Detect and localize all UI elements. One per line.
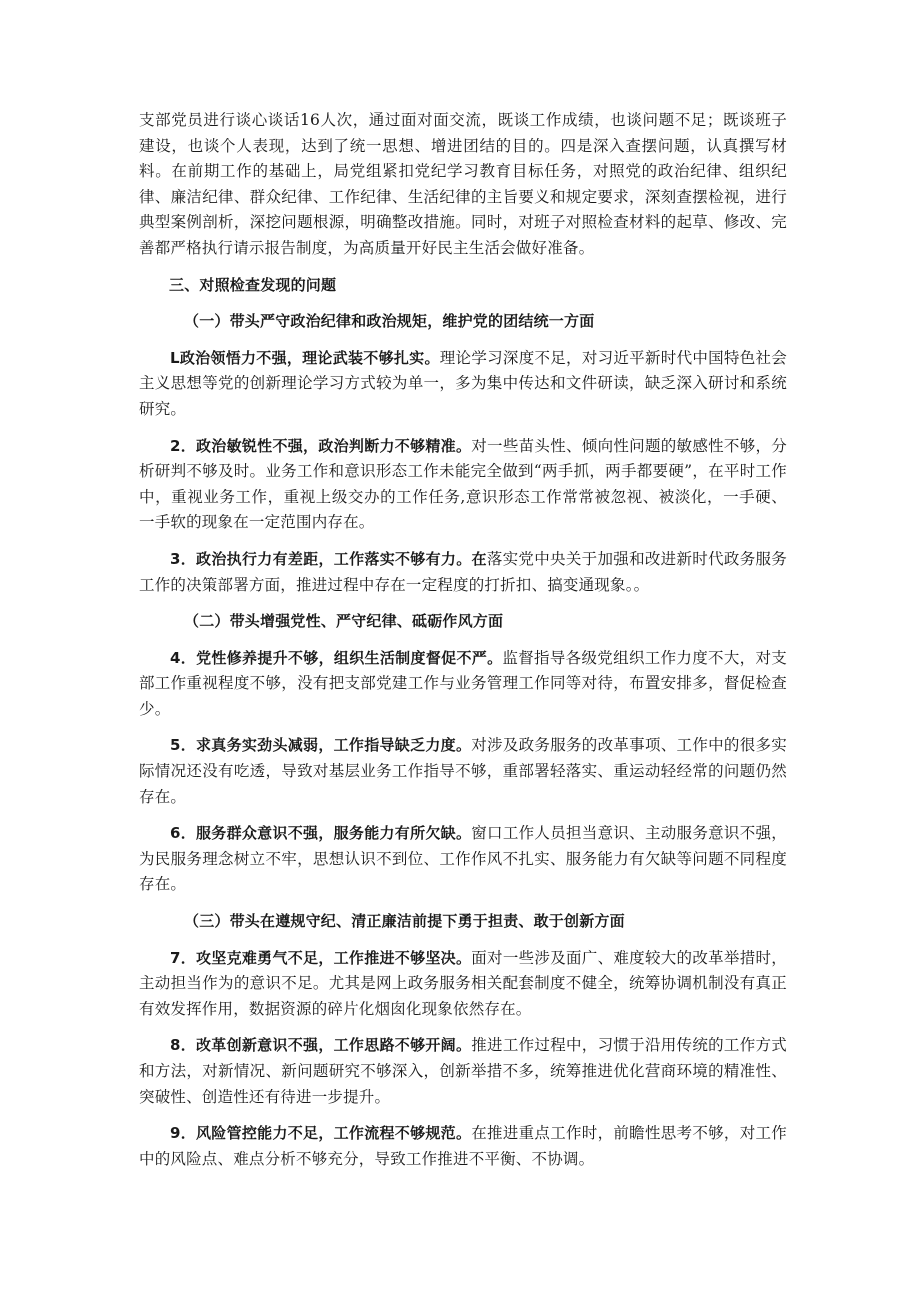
problem-item-8: [139, 1033, 787, 1110]
problem-item-1-lead: L政治领悟力不强，理论武装不够扎实。: [170, 348, 440, 367]
problem-item-2-body: 对一些苗头性、倾向性问题的敏感性不够，分析研判不够及时。业务工作和意识形态工作未能完全做到“两手抓，两手都要硬”，在平时工作中，重视业务工作，重视上级交办的工作任务,意识形态工作常常被忽视、被淡化，一手硬、一手软的现象在一定范围内存在。: [139, 436, 787, 532]
problem-item-7-body: 面对一些涉及面广、难度较大的改革举措时，主动担当作为的意识不足。尤其是网上政务服务相关配套制度不健全，统筹协调机制没有真正有效发挥作用，数据资源的碎片化烟囱化现象依然存在。: [139, 948, 787, 1018]
problem-item-3-body: 落实党中央关于加强和改进新时代政务服务工作的决策部署方面，推进过程中存在一定程度的打折扣、搞变通现象。。: [139, 549, 787, 594]
problem-item-9-body: 在推进重点工作时，前瞻性思考不够，对工作中的风险点、难点分析不够充分，导致工作推进不平衡、不协调。: [139, 1124, 787, 1168]
problem-item-1: [139, 346, 787, 423]
problem-item-8-lead: 8．改革创新意识不强，工作思路不够开阔。: [170, 1036, 472, 1055]
problem-item-4-body: 监督指导各级党组织工作力度不大，对支部工作重视程度不够，没有把支部党建工作与业务管理工作同等对待，布置安排多，督促检查少。: [139, 648, 787, 718]
problem-item-7: [139, 946, 787, 1023]
subsection-heading-3: （三）带头在遵规守纪、清正廉洁前提下勇于担责、敢于创新方面: [184, 912, 625, 931]
problem-item-5-body: 对涉及政务服务的改革事项、工作中的很多实际情况还没有吃透，导致对基层业务工作指导不够，重部署轻落实、重运动轻经常的问题仍然存在。: [139, 736, 787, 806]
problem-item-6-lead: 6．服务群众意识不强，服务能力有所欠缺。: [170, 824, 472, 843]
problem-item-9: [139, 1121, 787, 1172]
problem-item-6-body: 窗口工作人员担当意识、主动服务意识不强，为民服务理念树立不牢，思想认识不到位、工作作风不扎实、服务能力有欠缺等问题不同程度存在。: [139, 824, 787, 894]
subsection-heading-2: （二）带头增强党性、严守纪律、砥砺作风方面: [184, 612, 504, 631]
problem-item-3-lead: 3．政治执行力有差距，工作落实不够有力。在: [170, 549, 487, 568]
problem-item-8-body: 推进工作过程中，习惯于沿用传统的工作方式和方法，对新情况、新问题研究不够深入，创新举措不多，统筹推进优化营商环境的精准性、突破性、创造性还有待进一步提升。: [139, 1036, 787, 1106]
problem-item-4: [139, 646, 787, 723]
problem-item-1-body: 理论学习深度不足，对习近平新时代中国特色社会主义思想等党的创新理论学习方式较为单一，多为集中传达和文件研读，缺乏深入研讨和系统研究。: [139, 348, 787, 418]
problem-item-5-lead: 5．求真务实劲头减弱，工作指导缺乏力度。: [170, 736, 472, 755]
document-page: [139, 108, 787, 1183]
problem-item-3: [139, 547, 787, 598]
problem-item-9-lead: 9．风险管控能力不足，工作流程不够规范。: [170, 1124, 472, 1143]
problem-item-5: [139, 733, 787, 810]
intro-paragraph: 支部党员进行谈心谈话16人次，通过面对面交流，既谈工作成绩，也谈问题不足；既谈班子建设，也谈个人表现，达到了统一思想、增进团结的目的。四是深入查摆问题，认真撰写材料。在前期工作的基础上，局党组紧扣党纪学习教育目标任务，对照党的政治纪律、组织纪律、廉洁纪律、群众纪律、工作纪律、生活纪律的主旨要义和规定要求，深刻查摆检视，进行典型案例剖析，深挖问题根源，明确整改措施。同时，对班子对照检查材料的起草、修改、完善都严格执行请示报告制度，为高质量开好民主生活会做好准备。: [139, 111, 787, 257]
problem-item-7-lead: 7．攻坚克难勇气不足，工作推进不够坚决。: [170, 948, 472, 967]
problem-item-6: [139, 821, 787, 898]
problem-item-4-lead: 4．党性修养提升不够，组织生活制度督促不严。: [170, 648, 503, 667]
problem-item-2: [139, 434, 787, 536]
problem-item-2-lead: 2．政治敏锐性不强，政治判断力不够精准。: [170, 436, 472, 455]
section-heading: 三、对照检查发现的问题: [169, 275, 337, 294]
subsection-heading-1: （一）带头严守政治纪律和政治规矩，维护党的团结统一方面: [184, 312, 595, 331]
